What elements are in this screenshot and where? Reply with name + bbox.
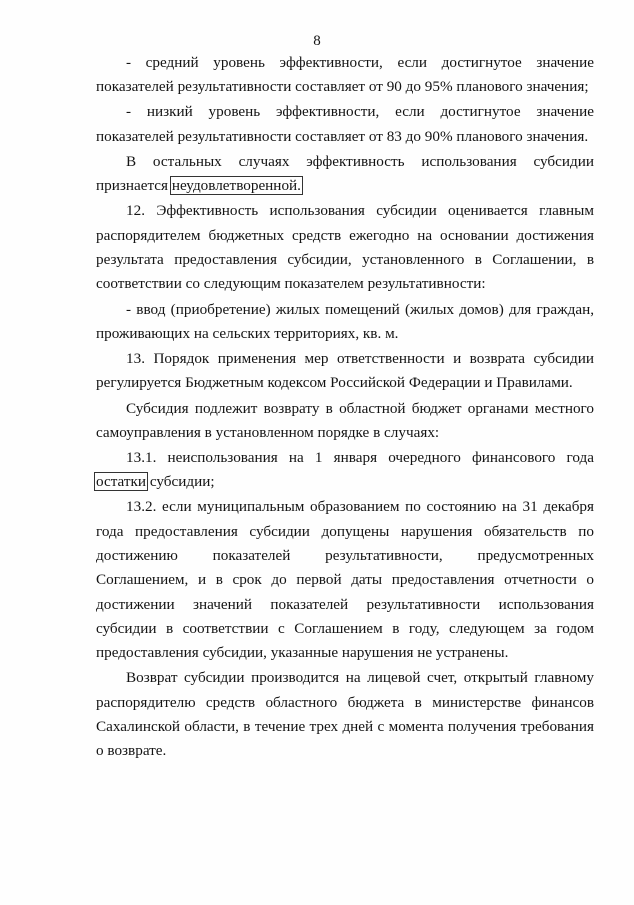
- paragraph-unsatisfactory: [96, 150, 594, 199]
- paragraph-lead: 13.1. неиспользования на 1 января очередного финансового года: [126, 448, 594, 466]
- paragraph-item-13-1: [96, 446, 594, 495]
- paragraph-housing-indicator: [96, 298, 594, 347]
- paragraph-item-12: [96, 199, 594, 296]
- paragraph-text: - средний уровень эффективности, если достигнутое значение показателей результативности составляет от 90 до 95% планового значения;: [96, 54, 594, 96]
- paragraph-lead: В остальных случаях эффективность использования субсидии признается: [96, 152, 594, 195]
- paragraph-tail: субсидии;: [146, 473, 215, 491]
- boxed-correction-word: остатки: [96, 473, 147, 491]
- paragraph-item-13-2: [96, 495, 594, 665]
- page-number: 8: [313, 33, 321, 49]
- paragraph-text: 12. Эффективность использования субсидии оценивается главным распорядителем бюджетных средств ежегодно на основании достижения результата предоставления субсидии, установленного в Соглашении, в соответствии со следующим показателем результативности:: [96, 202, 594, 293]
- paragraph-return-cases: [96, 397, 594, 446]
- paragraph-low-efficiency: [96, 100, 594, 149]
- paragraph-text: 13. Порядок применения мер ответственности и возврата субсидии регулируется Бюджетным кодексом Российской Федерации и Правилами.: [96, 350, 594, 392]
- paragraph-item-13: [96, 347, 594, 396]
- paragraph-text: Возврат субсидии производится на лицевой счет, открытый главному распорядителю средств областного бюджета в министерстве финансов Сахалинской области, в течение трех дней с момента получения требования о возврате.: [96, 669, 594, 760]
- document-body: [96, 51, 594, 764]
- paragraph-average-efficiency: [96, 51, 594, 100]
- boxed-correction-word: неудовлетворенной.: [171, 177, 301, 195]
- paragraph-text: 13.2. если муниципальным образованием по состоянию на 31 декабря года предоставления субсидии допущены нарушения обязательств по достижению показателей результативности, предусмотренных Соглашением, и в срок до первой даты предоставления отчетности о достижении значений показателей результативности использования субсидии в соответствии с Соглашением в году, следующем за годом предоставления субсидии, указанные нарушения не устранены.: [96, 498, 594, 662]
- paragraph-text: - ввод (приобретение) жилых помещений (жилых домов) для граждан, проживающих на сельских территориях, кв. м.: [96, 300, 594, 342]
- paragraph-text: - низкий уровень эффективности, если достигнутое значение показателей результативности составляет от 83 до 90% планового значения.: [96, 103, 594, 145]
- paragraph-text: Субсидия подлежит возврату в областной бюджет органами местного самоуправления в установленном порядке в случаях:: [96, 399, 594, 441]
- paragraph-return-procedure: [96, 666, 594, 763]
